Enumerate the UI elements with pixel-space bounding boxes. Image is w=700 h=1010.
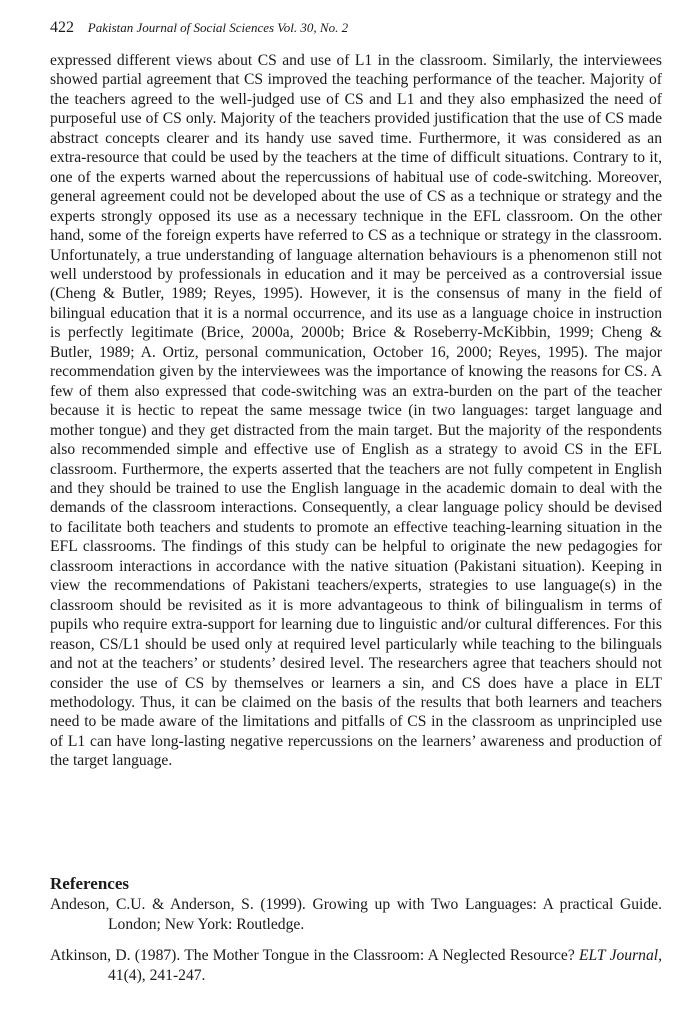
- body-paragraph: expressed different views about CS and use of L1 in the classroom. Similarly, the interviewees showed partial agreement that CS improved the teaching performance of the teacher. Majority of the teachers agreed to the well-judged use of CS and L1 and they also emphasized the need of purposeful use of CS only. Majority of the teachers provided justification that the use of CS made abstract concepts clearer and its handy use saved time. Furthermore, it was considered as an extra-resource that could be used by the teachers at the time of difficult situations. Contrary to it, one of the experts warned about the repercussions of habitual use of code-switching. Moreover, general agreement could not be developed about the use of CS as a technique or strategy and the experts strongly opposed its use as a necessary technique in the EFL classroom. On the other hand, some of the foreign experts have referred to CS as a technique or strategy in the classroom. Unfortunately, a true understanding of language alternation behaviours is a phenomenon still not well understood by professionals in education and it may be perceived as a controversial issue (Cheng & Butler, 1989; Reyes, 1995). However, it is the consensus of many in the field of bilingual education that it is a normal occurrence, and its use as a language choice in instruction is perfectly legitimate (Brice, 2000a, 2000b; Brice & Roseberry-McKibbin, 1999; Cheng & Butler, 1989; A. Ortiz, personal communication, October 16, 2000; Reyes, 1995). The major recommendation given by the interviewees was the importance of knowing the reasons for CS. A few of them also expressed that code-switching was an extra-burden on the part of the teacher because it is hectic to repeat the same message twice (in two languages: target language and mother tongue) and they get distracted from the main target. But the majority of the respondents also recommended simple and effective use of English as a strategy to avoid CS in the EFL classroom. Furthermore, the experts asserted that the teachers are not fully competent in English and they should be trained to use the English language in the academic domain to deal with the demands of the classroom interactions. Consequently, a clear language policy should be devised to facilitate both teachers and students to promote an effective teaching-learning situation in the EFL classrooms. The findings of this study can be helpful to originate the new pedagogies for classroom interactions in accordance with the native situation (Pakistani situation). Keeping in view the recommendations of Pakistani teachers/experts, strategies to use language(s) in the classroom should be revisited as it is more advantageous to think of bilingualism in terms of pupils who require extra-support for learning due to linguistic and/or cultural differences. For this reason, CS/L1 should be used only at required level particularly while teaching to the bilinguals and not at the teachers’ or students’ desired level. The researchers agree that teachers should not consider the use of CS by themselves or learners a sin, and CS does have a place in ELT methodology. Thus, it can be claimed on the basis of the results that both learners and teachers need to be made aware of the limitations and pitfalls of CS in the classroom as unprincipled use of L1 can have long-lasting negative repercussions on the learners’ awareness and production of the target language.: [50, 52, 662, 770]
- reference-text: Andeson, C.U. & Anderson, S. (1999). Growing up with Two Languages: A practical Guide. London; New York: Routledge.: [50, 896, 662, 933]
- reference-text: Atkinson, D. (1987). The Mother Tongue in the Classroom: A Neglected Resource?: [50, 947, 580, 964]
- page-number: 422: [50, 19, 74, 36]
- running-header: [50, 18, 348, 38]
- reference-item: [50, 895, 662, 935]
- references-heading: References: [50, 874, 129, 893]
- reference-item: [50, 946, 662, 986]
- reference-text-tail: 41(4), 241-247.: [108, 967, 206, 984]
- reference-journal-italic: ELT Journal,: [579, 947, 662, 964]
- journal-title: Pakistan Journal of Social Sciences Vol. 30, No. 2: [87, 20, 349, 35]
